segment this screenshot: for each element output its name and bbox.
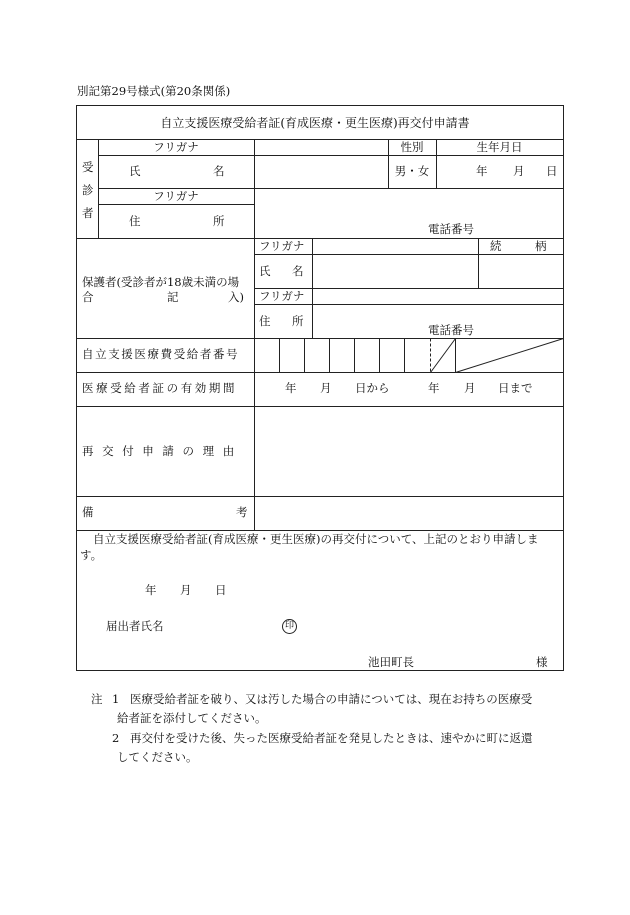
guardian-name-label-b: 名: [292, 264, 304, 278]
patient-side-label-1: 受: [82, 160, 94, 174]
recipient-number-label: 自立支援医療費受給者番号: [82, 347, 240, 361]
validity-to-year: 年: [428, 381, 440, 395]
seal-text: 印: [284, 621, 294, 631]
guardian-name-label-a: 氏: [259, 264, 271, 278]
form-header: 別記第29号様式(第20条関係): [77, 84, 231, 98]
guardian-address-label-a: 住: [259, 314, 271, 328]
declaration-date-year: 年: [145, 583, 157, 597]
guardian-relation-a: 続: [490, 239, 502, 253]
patient-address-furigana-label: フリガナ: [153, 189, 199, 203]
declaration-line2: す。: [80, 548, 103, 562]
addressee: 池田町長: [368, 655, 414, 669]
validity-from-month: 月: [320, 381, 332, 395]
note-2-number: 2: [112, 731, 120, 745]
patient-birth-label: 生年月日: [476, 140, 523, 154]
patient-name-label-b: 名: [213, 164, 225, 178]
declaration-date-month: 月: [180, 583, 192, 597]
patient-birth-day: 日: [546, 164, 558, 178]
guardian-label-line2-c: 入): [228, 290, 244, 304]
applicant-name-label: 届出者氏名: [106, 619, 164, 633]
note-1-line1: 医療受給者証を破り、又は汚した場合の申請については、現在お持ちの医療受: [130, 692, 533, 706]
remarks-label-b: 考: [236, 505, 248, 519]
patient-address-label-a: 住: [129, 214, 141, 228]
note-2-line1: 再交付を受けた後、失った医療受給者証を発見したときは、速やかに町に返還: [130, 731, 533, 745]
addressee-honorific: 様: [536, 655, 548, 669]
notes-label: 注: [91, 692, 103, 706]
patient-name-label-a: 氏: [129, 164, 141, 178]
note-2-line2: してください。: [117, 750, 198, 764]
guardian-label-line2-a: 合: [82, 290, 94, 304]
patient-furigana-label: フリガナ: [153, 140, 199, 154]
reason-label: 再交付申請の理由: [82, 444, 243, 458]
validity-from-day: 日から: [355, 381, 390, 395]
note-1-line2: 給者証を添付してください。: [117, 711, 267, 725]
patient-gender-label: 性別: [400, 140, 424, 154]
remarks-label-a: 備: [82, 505, 94, 519]
validity-to-day: 日まで: [498, 381, 533, 395]
guardian-label-line1: 保護者(受診者が18歳未満の場: [82, 275, 240, 289]
patient-side-label-3: 者: [82, 206, 94, 220]
declaration-date-day: 日: [215, 583, 227, 597]
patient-side-label-2: 診: [82, 183, 94, 197]
patient-birth-month: 月: [513, 164, 525, 178]
guardian-address-furigana-label: フリガナ: [259, 289, 305, 303]
form-title: 自立支援医療受給者証(育成医療・更生医療)再交付申請書: [160, 116, 470, 130]
seal-mark: [282, 619, 297, 634]
guardian-furigana-label: フリガナ: [259, 239, 305, 253]
guardian-label-line2-b: 記: [167, 290, 179, 304]
guardian-relation-b: 柄: [535, 239, 547, 253]
patient-birth-year: 年: [476, 164, 488, 178]
validity-label: 医療受給者証の有効期間: [82, 381, 238, 395]
patient-address-label-b: 所: [213, 214, 225, 228]
patient-phone-label: 電話番号: [428, 222, 474, 236]
guardian-address-label-b: 所: [292, 314, 304, 328]
patient-gender-value: 男・女: [394, 164, 430, 178]
note-1-number: 1: [112, 692, 120, 706]
guardian-phone-label: 電話番号: [428, 323, 474, 337]
validity-to-month: 月: [464, 381, 476, 395]
declaration-line1: 自立支援医療受給者証(育成医療・更生医療)の再交付について、上記のとおり申請しま: [93, 532, 539, 546]
validity-from-year: 年: [285, 381, 297, 395]
